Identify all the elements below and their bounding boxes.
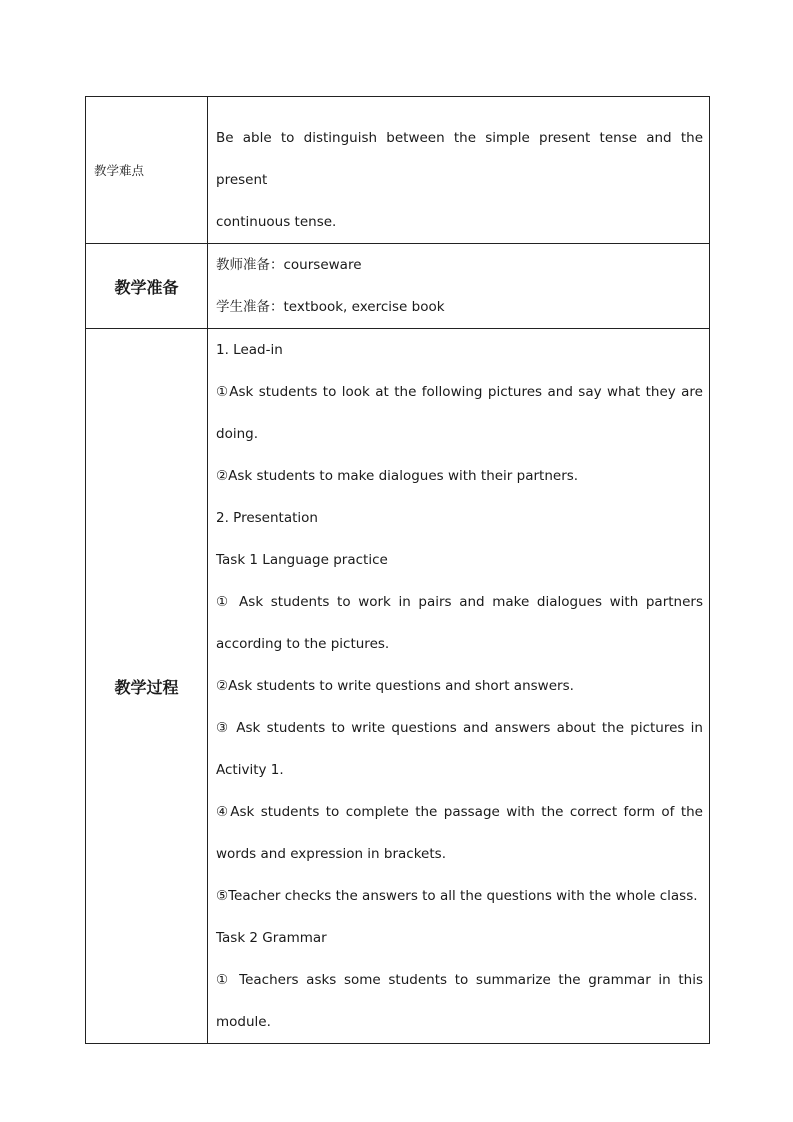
table-row-preparation	[86, 244, 710, 329]
row-content-difficulty	[208, 97, 710, 244]
content-line: 2. Presentation	[216, 510, 318, 526]
content-line: according to the pictures.	[216, 636, 390, 652]
content-line: Activity 1.	[216, 762, 284, 778]
content-line: words and expression in brackets.	[216, 846, 446, 862]
lesson-plan-table	[85, 96, 710, 1044]
row-label-preparation: 教学准备	[86, 244, 208, 329]
table-row-process	[86, 329, 710, 1044]
content-line: ①Ask students to look at the following pictures and say what they are	[216, 384, 703, 400]
content-line: ②Ask students to make dialogues with their partners.	[216, 468, 579, 484]
content-line: 1. Lead-in	[216, 342, 283, 358]
row-content-process	[208, 329, 710, 1044]
content-line: 学生准备：textbook, exercise book	[216, 299, 445, 315]
content-line: Task 1 Language practice	[216, 552, 388, 568]
content-line: 教师准备：courseware	[216, 257, 362, 273]
content-line: ① Ask students to work in pairs and make dialogues with partners	[216, 594, 703, 610]
content-line: module.	[216, 1014, 271, 1030]
content-line: ① Teachers asks some students to summarize the grammar in this	[216, 972, 703, 988]
row-content-preparation	[208, 244, 710, 329]
table-row-difficulty	[86, 97, 710, 244]
row-label-difficulty: 教学难点	[86, 97, 208, 244]
content-line: ④Ask students to complete the passage with the correct form of the	[216, 804, 703, 820]
content-line: Task 2 Grammar	[216, 930, 327, 946]
content-line: continuous tense.	[216, 214, 337, 230]
row-label-process: 教学过程	[86, 329, 208, 1044]
content-line: ⑤Teacher checks the answers to all the questions with the whole class.	[216, 888, 698, 904]
content-line: ③ Ask students to write questions and answers about the pictures in	[216, 720, 703, 736]
content-line: doing.	[216, 426, 258, 442]
content-line: Be able to distinguish between the simple present tense and the present	[216, 130, 703, 188]
content-line: ②Ask students to write questions and short answers.	[216, 678, 574, 694]
